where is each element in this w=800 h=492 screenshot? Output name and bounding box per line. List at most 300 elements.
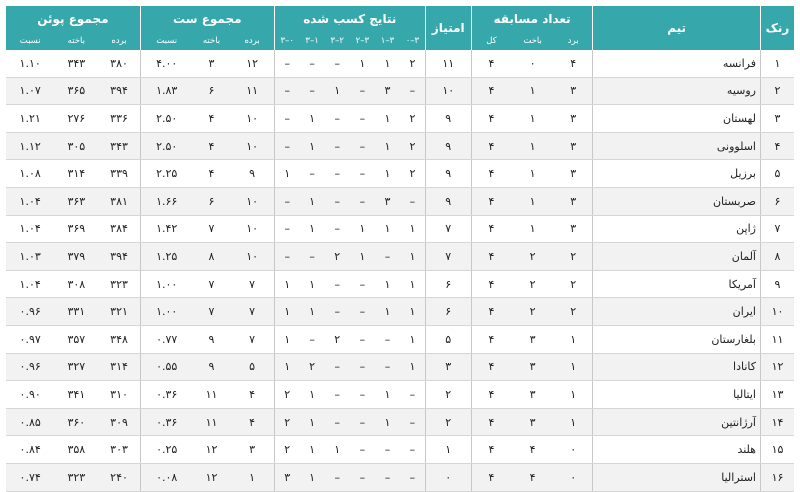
rally-won-cell: ۳۲۳	[98, 270, 140, 298]
table-row	[6, 215, 794, 243]
sets-ratio-cell: ۰.۵۵	[140, 353, 192, 381]
result-1-3-cell: –	[300, 77, 325, 105]
result-3-2-cell: ۱	[350, 215, 375, 243]
result-3-0-cell: –	[400, 436, 425, 464]
sets-won-cell: ۱	[230, 463, 274, 491]
sets-lost-cell: ۹	[193, 325, 231, 353]
result-3-0-cell: ۲	[400, 132, 425, 160]
matches-lost-cell: ۱	[511, 105, 554, 133]
matches-lost-cell: ۳	[511, 353, 554, 381]
matches-total-cell: ۴	[471, 160, 511, 188]
matches-total-cell: ۴	[471, 381, 511, 409]
subheader-points-won: برده	[98, 31, 140, 50]
rally-ratio-cell: ۰.۹۰	[6, 381, 54, 409]
rally-won-cell: ۳۴۸	[98, 325, 140, 353]
rally-lost-cell: ۳۴۳	[54, 50, 98, 77]
result-2-3-cell: –	[325, 160, 350, 188]
team-name-cell: استرالیا	[593, 463, 761, 491]
rally-won-cell: ۳۳۹	[98, 160, 140, 188]
sets-won-cell: ۱۰	[230, 215, 274, 243]
matches-won-cell: ۴	[554, 50, 593, 77]
matches-lost-cell: ۳	[511, 381, 554, 409]
matches-total-cell: ۴	[471, 50, 511, 77]
subheader-score-2-3: ۲–۳	[325, 31, 350, 50]
table-row	[6, 325, 794, 353]
points-cell: ۲	[425, 381, 471, 409]
sets-lost-cell: ۱۱	[193, 408, 231, 436]
rally-won-cell: ۳۸۰	[98, 50, 140, 77]
sets-ratio-cell: ۰.۲۵	[140, 436, 192, 464]
subheader-score-3-0: ۳–۰	[400, 31, 425, 50]
team-name-cell: فرانسه	[593, 50, 761, 77]
sets-lost-cell: ۹	[193, 353, 231, 381]
rally-lost-cell: ۳۵۸	[54, 436, 98, 464]
matches-won-cell: ۳	[554, 160, 593, 188]
sets-won-cell: ۷	[230, 325, 274, 353]
team-name-cell: آمریکا	[593, 270, 761, 298]
rally-won-cell: ۳۰۹	[98, 408, 140, 436]
matches-lost-cell: ۳	[511, 408, 554, 436]
result-1-3-cell: –	[300, 243, 325, 271]
table-header	[6, 6, 794, 50]
rally-ratio-cell: ۱.۱۲	[6, 132, 54, 160]
points-cell: ۹	[425, 105, 471, 133]
header-sets: مجموع ست	[140, 6, 274, 31]
subheader-sets-won: برده	[230, 31, 274, 50]
sets-lost-cell: ۱۲	[193, 463, 231, 491]
rally-ratio-cell: ۱.۰۷	[6, 77, 54, 105]
table-row	[6, 408, 794, 436]
header-rally-points: مجموع پوئن	[6, 6, 140, 31]
table-row	[6, 463, 794, 491]
header-points: امتیاز	[425, 6, 471, 50]
result-3-1-cell: ۱	[375, 132, 400, 160]
points-cell: ۱	[425, 436, 471, 464]
rally-lost-cell: ۳۶۳	[54, 187, 98, 215]
standings-table	[6, 6, 794, 492]
result-3-2-cell: –	[350, 105, 375, 133]
sets-ratio-cell: ۰.۳۶	[140, 381, 192, 409]
matches-lost-cell: ۲	[511, 243, 554, 271]
result-3-1-cell: ۱	[375, 298, 400, 326]
team-name-cell: روسیه	[593, 77, 761, 105]
points-cell: ۷	[425, 243, 471, 271]
result-3-1-cell: ۱	[375, 408, 400, 436]
result-2-3-cell: –	[325, 215, 350, 243]
result-3-2-cell: –	[350, 187, 375, 215]
result-3-2-cell: –	[350, 298, 375, 326]
table-row	[6, 132, 794, 160]
result-0-3-cell: –	[274, 187, 299, 215]
matches-lost-cell: ۱	[511, 160, 554, 188]
sets-lost-cell: ۱۲	[193, 436, 231, 464]
sets-lost-cell: ۷	[193, 270, 231, 298]
table-row	[6, 77, 794, 105]
result-0-3-cell: ۱	[274, 298, 299, 326]
sets-lost-cell: ۴	[193, 132, 231, 160]
rank-cell: ۱	[760, 50, 794, 77]
matches-total-cell: ۴	[471, 436, 511, 464]
result-3-1-cell: –	[375, 436, 400, 464]
result-3-0-cell: ۱	[400, 215, 425, 243]
sets-won-cell: ۱۱	[230, 77, 274, 105]
sets-won-cell: ۱۰	[230, 187, 274, 215]
rally-lost-cell: ۲۷۶	[54, 105, 98, 133]
result-3-2-cell: –	[350, 381, 375, 409]
result-3-2-cell: –	[350, 463, 375, 491]
matches-total-cell: ۴	[471, 243, 511, 271]
rally-ratio-cell: ۰.۷۴	[6, 463, 54, 491]
result-0-3-cell: –	[274, 77, 299, 105]
result-1-3-cell: ۱	[300, 215, 325, 243]
result-1-3-cell: –	[300, 160, 325, 188]
rally-lost-cell: ۳۶۰	[54, 408, 98, 436]
points-cell: ۵	[425, 325, 471, 353]
result-3-0-cell: ۱	[400, 298, 425, 326]
result-0-3-cell: ۱	[274, 160, 299, 188]
result-3-0-cell: –	[400, 77, 425, 105]
rally-lost-cell: ۳۱۴	[54, 160, 98, 188]
rally-ratio-cell: ۰.۹۷	[6, 325, 54, 353]
result-1-3-cell: ۱	[300, 270, 325, 298]
points-cell: ۶	[425, 270, 471, 298]
matches-won-cell: ۰	[554, 436, 593, 464]
result-1-3-cell: ۲	[300, 353, 325, 381]
rank-cell: ۸	[760, 243, 794, 271]
result-2-3-cell: –	[325, 270, 350, 298]
result-2-3-cell: –	[325, 105, 350, 133]
sets-ratio-cell: ۱.۰۰	[140, 298, 192, 326]
result-0-3-cell: –	[274, 105, 299, 133]
result-3-0-cell: –	[400, 381, 425, 409]
matches-total-cell: ۴	[471, 215, 511, 243]
rank-cell: ۳	[760, 105, 794, 133]
rally-won-cell: ۳۰۳	[98, 436, 140, 464]
matches-won-cell: ۱	[554, 408, 593, 436]
sets-ratio-cell: ۴.۰۰	[140, 50, 192, 77]
sets-lost-cell: ۳	[193, 50, 231, 77]
rally-ratio-cell: ۱.۰۴	[6, 215, 54, 243]
sets-lost-cell: ۱۱	[193, 381, 231, 409]
team-name-cell: هلند	[593, 436, 761, 464]
subheader-points-ratio: نسبت	[6, 31, 54, 50]
subheader-sets-lost: باخته	[193, 31, 231, 50]
table-row	[6, 270, 794, 298]
result-3-1-cell: ۱	[375, 381, 400, 409]
rally-lost-cell: ۳۳۱	[54, 298, 98, 326]
sets-ratio-cell: ۱.۶۶	[140, 187, 192, 215]
result-2-3-cell: –	[325, 353, 350, 381]
sets-won-cell: ۷	[230, 298, 274, 326]
result-1-3-cell: ۱	[300, 298, 325, 326]
rally-won-cell: ۳۸۱	[98, 187, 140, 215]
sets-ratio-cell: ۲.۵۰	[140, 132, 192, 160]
rank-cell: ۴	[760, 132, 794, 160]
result-3-0-cell: –	[400, 408, 425, 436]
sets-ratio-cell: ۰.۰۸	[140, 463, 192, 491]
rank-cell: ۹	[760, 270, 794, 298]
header-matches: تعداد مسابقه	[471, 6, 593, 31]
result-1-3-cell: ۱	[300, 463, 325, 491]
matches-won-cell: ۰	[554, 463, 593, 491]
result-0-3-cell: ۲	[274, 381, 299, 409]
result-2-3-cell: –	[325, 463, 350, 491]
team-name-cell: آلمان	[593, 243, 761, 271]
result-1-3-cell: ۱	[300, 105, 325, 133]
points-cell: ۶	[425, 298, 471, 326]
result-2-3-cell: ۱	[325, 77, 350, 105]
matches-total-cell: ۴	[471, 463, 511, 491]
result-3-1-cell: –	[375, 353, 400, 381]
subheader-win: برد	[554, 31, 593, 50]
result-0-3-cell: –	[274, 243, 299, 271]
result-3-2-cell: –	[350, 353, 375, 381]
rally-lost-cell: ۳۰۸	[54, 270, 98, 298]
sets-won-cell: ۴	[230, 381, 274, 409]
rank-cell: ۲	[760, 77, 794, 105]
result-0-3-cell: –	[274, 50, 299, 77]
result-3-1-cell: ۱	[375, 270, 400, 298]
rally-won-cell: ۳۹۴	[98, 243, 140, 271]
matches-total-cell: ۴	[471, 105, 511, 133]
sets-won-cell: ۵	[230, 353, 274, 381]
rally-ratio-cell: ۰.۹۶	[6, 298, 54, 326]
result-3-2-cell: ۱	[350, 50, 375, 77]
points-cell: ۹	[425, 187, 471, 215]
points-cell: ۹	[425, 160, 471, 188]
table-body	[6, 50, 794, 491]
rally-ratio-cell: ۰.۹۶	[6, 353, 54, 381]
sets-lost-cell: ۴	[193, 160, 231, 188]
header-team: تیم	[593, 6, 761, 50]
sets-lost-cell: ۶	[193, 187, 231, 215]
result-3-1-cell: ۱	[375, 105, 400, 133]
result-1-3-cell: ۱	[300, 132, 325, 160]
matches-lost-cell: ۱	[511, 215, 554, 243]
matches-won-cell: ۳	[554, 105, 593, 133]
sets-won-cell: ۴	[230, 408, 274, 436]
sets-won-cell: ۳	[230, 436, 274, 464]
result-3-1-cell: –	[375, 325, 400, 353]
sets-ratio-cell: ۰.۷۷	[140, 325, 192, 353]
rank-cell: ۱۲	[760, 353, 794, 381]
result-2-3-cell: –	[325, 408, 350, 436]
sets-lost-cell: ۴	[193, 105, 231, 133]
result-2-3-cell: ۲	[325, 325, 350, 353]
result-3-2-cell: –	[350, 270, 375, 298]
rally-lost-cell: ۳۲۷	[54, 353, 98, 381]
matches-lost-cell: ۰	[511, 50, 554, 77]
matches-won-cell: ۲	[554, 298, 593, 326]
standings-table-container	[6, 6, 794, 484]
points-cell: ۲	[425, 408, 471, 436]
matches-total-cell: ۴	[471, 408, 511, 436]
result-3-0-cell: ۲	[400, 160, 425, 188]
rally-ratio-cell: ۱.۰۴	[6, 187, 54, 215]
team-name-cell: اسلوونی	[593, 132, 761, 160]
matches-lost-cell: ۲	[511, 270, 554, 298]
rally-lost-cell: ۳۴۱	[54, 381, 98, 409]
team-name-cell: کانادا	[593, 353, 761, 381]
matches-total-cell: ۴	[471, 298, 511, 326]
result-0-3-cell: –	[274, 215, 299, 243]
matches-lost-cell: ۱	[511, 187, 554, 215]
sets-ratio-cell: ۲.۲۵	[140, 160, 192, 188]
result-3-2-cell: –	[350, 132, 375, 160]
sets-ratio-cell: ۱.۲۵	[140, 243, 192, 271]
rally-ratio-cell: ۰.۸۵	[6, 408, 54, 436]
team-name-cell: صربستان	[593, 187, 761, 215]
matches-won-cell: ۳	[554, 77, 593, 105]
rally-ratio-cell: ۱.۰۳	[6, 243, 54, 271]
sets-won-cell: ۱۲	[230, 50, 274, 77]
sets-ratio-cell: ۱.۴۲	[140, 215, 192, 243]
rally-lost-cell: ۳۰۵	[54, 132, 98, 160]
matches-lost-cell: ۲	[511, 298, 554, 326]
matches-won-cell: ۲	[554, 243, 593, 271]
result-3-1-cell: ۱	[375, 50, 400, 77]
matches-lost-cell: ۱	[511, 77, 554, 105]
rally-won-cell: ۳۱۴	[98, 353, 140, 381]
table-row	[6, 353, 794, 381]
rank-cell: ۱۱	[760, 325, 794, 353]
result-2-3-cell: –	[325, 187, 350, 215]
result-2-3-cell: –	[325, 381, 350, 409]
result-3-2-cell: –	[350, 436, 375, 464]
team-name-cell: بلغارستان	[593, 325, 761, 353]
result-3-0-cell: ۱	[400, 243, 425, 271]
subheader-score-3-2: ۳–۲	[350, 31, 375, 50]
result-3-0-cell: –	[400, 463, 425, 491]
matches-won-cell: ۱	[554, 353, 593, 381]
sets-ratio-cell: ۲.۵۰	[140, 105, 192, 133]
rally-ratio-cell: ۱.۲۱	[6, 105, 54, 133]
rally-won-cell: ۳۸۴	[98, 215, 140, 243]
rank-cell: ۷	[760, 215, 794, 243]
result-3-1-cell: ۳	[375, 187, 400, 215]
rank-cell: ۶	[760, 187, 794, 215]
matches-lost-cell: ۴	[511, 436, 554, 464]
matches-total-cell: ۴	[471, 270, 511, 298]
subheader-loss: باخت	[511, 31, 554, 50]
result-3-1-cell: ۳	[375, 77, 400, 105]
table-row	[6, 187, 794, 215]
rally-won-cell: ۳۳۶	[98, 105, 140, 133]
result-0-3-cell: ۲	[274, 436, 299, 464]
points-cell: ۷	[425, 215, 471, 243]
matches-total-cell: ۴	[471, 325, 511, 353]
subheader-total: کل	[471, 31, 511, 50]
rally-ratio-cell: ۱.۰۸	[6, 160, 54, 188]
team-name-cell: برزیل	[593, 160, 761, 188]
result-2-3-cell: –	[325, 298, 350, 326]
matches-total-cell: ۴	[471, 187, 511, 215]
result-1-3-cell: ۱	[300, 408, 325, 436]
rally-ratio-cell: ۰.۸۴	[6, 436, 54, 464]
result-3-2-cell: –	[350, 325, 375, 353]
sets-lost-cell: ۶	[193, 77, 231, 105]
rank-cell: ۱۶	[760, 463, 794, 491]
result-3-0-cell: ۲	[400, 105, 425, 133]
points-cell: ۱۱	[425, 50, 471, 77]
result-1-3-cell: –	[300, 50, 325, 77]
rally-lost-cell: ۳۷۹	[54, 243, 98, 271]
team-name-cell: ایران	[593, 298, 761, 326]
result-0-3-cell: ۱	[274, 325, 299, 353]
result-3-2-cell: –	[350, 77, 375, 105]
table-row	[6, 160, 794, 188]
result-3-0-cell: ۱	[400, 270, 425, 298]
sets-won-cell: ۹	[230, 160, 274, 188]
team-name-cell: ژاپن	[593, 215, 761, 243]
result-1-3-cell: –	[300, 325, 325, 353]
subheader-score-3-1: ۳–۱	[375, 31, 400, 50]
points-cell: ۱۰	[425, 77, 471, 105]
result-3-1-cell: –	[375, 243, 400, 271]
table-row	[6, 298, 794, 326]
rally-won-cell: ۳۹۴	[98, 77, 140, 105]
sets-ratio-cell: ۱.۸۳	[140, 77, 192, 105]
team-name-cell: آرژانتین	[593, 408, 761, 436]
sets-won-cell: ۷	[230, 270, 274, 298]
sets-won-cell: ۱۰	[230, 243, 274, 271]
subheader-score-1-3: ۱–۳	[300, 31, 325, 50]
matches-total-cell: ۴	[471, 353, 511, 381]
table-row	[6, 381, 794, 409]
rally-lost-cell: ۳۲۳	[54, 463, 98, 491]
result-3-2-cell: –	[350, 408, 375, 436]
rally-lost-cell: ۳۶۵	[54, 77, 98, 105]
rank-cell: ۱۵	[760, 436, 794, 464]
subheader-sets-ratio: نسبت	[140, 31, 192, 50]
result-0-3-cell: ۱	[274, 353, 299, 381]
result-0-3-cell: ۳	[274, 463, 299, 491]
points-cell: ۹	[425, 132, 471, 160]
rally-won-cell: ۳۲۱	[98, 298, 140, 326]
matches-lost-cell: ۱	[511, 132, 554, 160]
matches-won-cell: ۲	[554, 270, 593, 298]
sets-won-cell: ۱۰	[230, 132, 274, 160]
sets-ratio-cell: ۰.۳۶	[140, 408, 192, 436]
team-name-cell: ایتالیا	[593, 381, 761, 409]
sets-lost-cell: ۷	[193, 215, 231, 243]
result-0-3-cell: ۲	[274, 408, 299, 436]
result-3-2-cell: –	[350, 160, 375, 188]
matches-won-cell: ۳	[554, 132, 593, 160]
result-2-3-cell: ۱	[325, 436, 350, 464]
rally-won-cell: ۳۴۳	[98, 132, 140, 160]
matches-total-cell: ۴	[471, 132, 511, 160]
points-cell: ۳	[425, 353, 471, 381]
rally-ratio-cell: ۱.۱۰	[6, 50, 54, 77]
team-name-cell: لهستان	[593, 105, 761, 133]
rally-won-cell: ۲۴۰	[98, 463, 140, 491]
rally-won-cell: ۳۱۰	[98, 381, 140, 409]
matches-won-cell: ۳	[554, 215, 593, 243]
header-results: نتایج کسب شده	[274, 6, 425, 31]
result-1-3-cell: ۱	[300, 381, 325, 409]
sets-lost-cell: ۷	[193, 298, 231, 326]
result-1-3-cell: ۱	[300, 436, 325, 464]
rally-lost-cell: ۳۵۷	[54, 325, 98, 353]
result-3-0-cell: ۱	[400, 325, 425, 353]
rank-cell: ۱۳	[760, 381, 794, 409]
table-row	[6, 436, 794, 464]
subheader-points-lost: باخته	[54, 31, 98, 50]
matches-total-cell: ۴	[471, 77, 511, 105]
result-1-3-cell: ۱	[300, 187, 325, 215]
matches-won-cell: ۳	[554, 187, 593, 215]
